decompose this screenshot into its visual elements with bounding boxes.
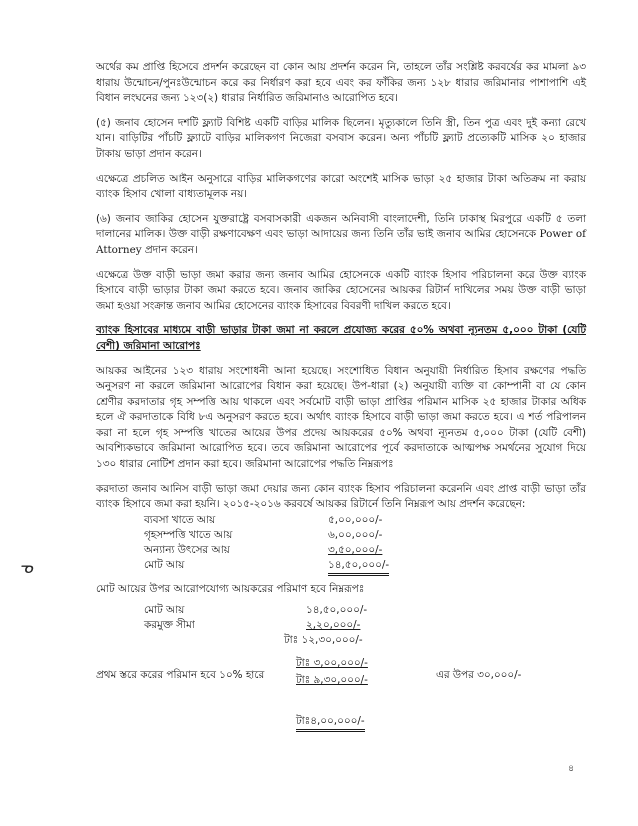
income-label: অন্যান্য উৎসের আয় bbox=[144, 543, 230, 556]
paragraph-case-5-note: এক্ষেত্রে প্রচলিত আইন অনুসারে বাড়ির মালিকগণের কারো অংশেই মাসিক ভাড়া ২৫ হাজার টাকা অতিক্রম না করায় ব্যাংক হিসাব খোলা বাধ্যতামূলক নয়। bbox=[96, 172, 586, 201]
taxable-label: করমুক্ত সীমা bbox=[144, 619, 195, 632]
taxable-row-total bbox=[96, 633, 586, 648]
taxable-value: ১৪,৫০,০০০/- bbox=[306, 604, 368, 617]
income-label: গৃহসম্পত্তি খাতে আয় bbox=[144, 528, 233, 541]
income-value: ৩,৫০,০০০/- bbox=[328, 543, 383, 556]
paragraph-case-5: (৫) জনাব হোসেন দশটি ফ্ল্যাট বিশিষ্ট একটি বাড়ির মালিক ছিলেন। মৃত্যুকালে তিনি স্ত্রী, তিন পুত্র এবং দুই কন্যা রেখে যান। বাড়িটির পাঁচটি ফ্ল্যাটে বাড়ির মালিকগণ নিজেরা বসবাস করেন। অন্য পাঁচটি ফ্ল্যাট প্রত্যেকটি মাসিক ২০ হাজার টাকায় ভাড়া প্রদান করেন। bbox=[96, 116, 586, 160]
income-row bbox=[96, 543, 586, 558]
rate-value-second: টাঃ ৯,৩০,০০০/- bbox=[296, 674, 368, 687]
paragraph-intro: অর্থের কম প্রাপ্তি হিসেবে প্রদর্শন করেছেন বা কোন আয় প্রদর্শন করেন নি, তাহলে তাঁর সংশ্লিষ্ট করবর্ষের কর মামলা ৯৩ ধারায় উন্মোচন/পুনঃউন্মোচন করে কর নির্ধারণ করা হবে এবং কর ফাঁকির জন্য ১২৮ ধারার জরিমানার পাশাপাশি এই বিধান লংঘনের জন্য ১২৩(২) ধারার নির্ধারিত জরিমানাও আরোপিত হবে। bbox=[96, 61, 586, 105]
taxable-intro: মোট আয়ের উপর আরোপযোগ্য আয়করের পরিমাণ হবে নিম্নরূপঃ bbox=[96, 582, 365, 595]
income-row bbox=[96, 513, 586, 528]
taxable-row bbox=[96, 603, 586, 618]
handwritten-mark: ᓀ bbox=[20, 558, 34, 577]
income-row-total bbox=[96, 558, 586, 573]
paragraph-case-6 bbox=[96, 212, 586, 259]
income-row bbox=[96, 528, 586, 543]
paragraph-case-6-note: এক্ষেত্রে উক্ত বাড়ী ভাড়া জমা করার জন্য জনাব আমির হোসেনকে একটি ব্যাংক হিসাব পরিচালনা করে উক্ত ব্যাংক হিসাবে বাড়ী ভাড়ার টাকা জমা করতে হবে। জনাব জাকির হোসেনের আয়কর রিটার্ন দাখিলের সময় উক্ত বাড়ী ভাড়া জমা হওয়া সংক্রান্ত জনাব আমির হোসেনের ব্যাংক হিসাবের বিবরণী দাখিল করতে হবে। bbox=[96, 268, 586, 312]
power-of-attorney-term: Power of Attorney bbox=[96, 228, 586, 256]
taxable-label: মোট আয় bbox=[144, 604, 185, 617]
rate-label: প্রথম স্তরে করের পরিমান হবে ১০% হারে bbox=[96, 669, 265, 682]
rate-value-first: টাঃ ৩,০০,০০০/- bbox=[296, 657, 368, 670]
paragraph-example: করদাতা জনাব আনিস বাড়ী ভাড়া জমা দেয়ার জন্য কোন ব্যাংক হিসাব পরিচালনা করেননি এবং প্রাপ্ত বাড়ী ভাড়া তাঁর ব্যাংক হিসাবে জমা করা হয়নি। ২০১৫-২০১৬ করবর্ষে আয়কর রিটার্নে তিনি নিম্নরূপ আয় প্রদর্শন করেছেন: bbox=[96, 482, 586, 511]
rate-block bbox=[96, 656, 586, 706]
final-total-value: টাঃ৪,০০,০০০/- bbox=[296, 714, 365, 732]
income-value: ৫,০০,০০০/- bbox=[328, 513, 383, 526]
rate-extra: এর উপর ৩০,০০০/- bbox=[436, 669, 522, 682]
income-label: ব্যবসা খাতে আয় bbox=[144, 513, 216, 526]
taxable-table bbox=[96, 603, 586, 648]
case-6-text: (৬) জনাব জাকির হোসেন যুক্তরাষ্ট্রে বসবাসকারী একজন অনিবাসী বাংলাদেশী, তিনি ঢাকাস্থ মিরপুরে একটি ৫ তলা দালানের মালিক। উক্ত বাড়ী রক্ষণাবেক্ষণ এবং ভাড়া আদায়ের জন্য তিনি তাঁর ভাই জনাব আমির হোসেনকে bbox=[96, 212, 586, 241]
income-total-value: ১৪,৫০,০০০/- bbox=[328, 558, 389, 576]
case-6-end: প্রদান করেন। bbox=[141, 243, 198, 256]
section-heading: ব্যাংক হিসাবের মাধ্যমে বাড়ী ভাড়ার টাকা জমা না করলে প্রযোজ্য করের ৫০% অথবা ন্যূনতম ৫,০০০ টাকা (যেটি বেশী) জরিমানা আরোপঃ bbox=[96, 324, 586, 352]
page-number: ৪ bbox=[568, 764, 574, 774]
taxable-value: ২,২০,০০০/- bbox=[306, 619, 361, 632]
taxable-row bbox=[96, 618, 586, 633]
paragraph-law: আয়কর আইনের ১২৩ ধারায় সংশোধনী আনা হয়েছে। সংশোধিত বিধান অনুযায়ী নির্ধারিত হিসাব রক্ষণের পদ্ধতি অনুসরণ না করলে জরিমানা আরোপের বিধান করা হয়েছে। উপ-ধারা (২) অনুযায়ী ব্যক্তি বা কোম্পানী বা যে কোন শ্রেণীর করদাতার গৃহ সম্পত্তি আয় থাকলে এবং সর্বমোট বাড়ী ভাড়া প্রাপ্তির পরিমান মাসিক ২৫ হাজার টাকার অধিক হলে ঐ করদাতাকে বিধি ৮এ অনুসরণ করতে হবে। অর্থাৎ ব্যাংক হিসাবে বাড়ী ভাড়া জমা করতে হবে। এ শর্ত পরিপালন করা না হলে গৃহ সম্পত্তি খাতের আয়ের উপর প্রদেয় আয়করের ৫০% অথবা ন্যূনতম ৫,০০০ টাকা (যেটি বেশী) আবশ্যিকভাবে জরিমানা আরোপিত হবে। তবে জরিমানা আরোপের পূর্বে করদাতাকে আত্মপক্ষ সমর্থনের সুযোগ দিয়ে ১৩০ ধারার নোটিশ প্রদান করা হবে। জরিমানা আরোপের পদ্ধতি নিম্নরূপঃ bbox=[96, 364, 586, 471]
final-total-row bbox=[96, 714, 586, 729]
income-label: মোট আয় bbox=[144, 558, 185, 571]
taxable-total-value: টাঃ ১২,৩০,০০০/- bbox=[284, 634, 363, 647]
income-table bbox=[96, 513, 586, 573]
income-value: ৬,০০,০০০/- bbox=[328, 528, 383, 541]
